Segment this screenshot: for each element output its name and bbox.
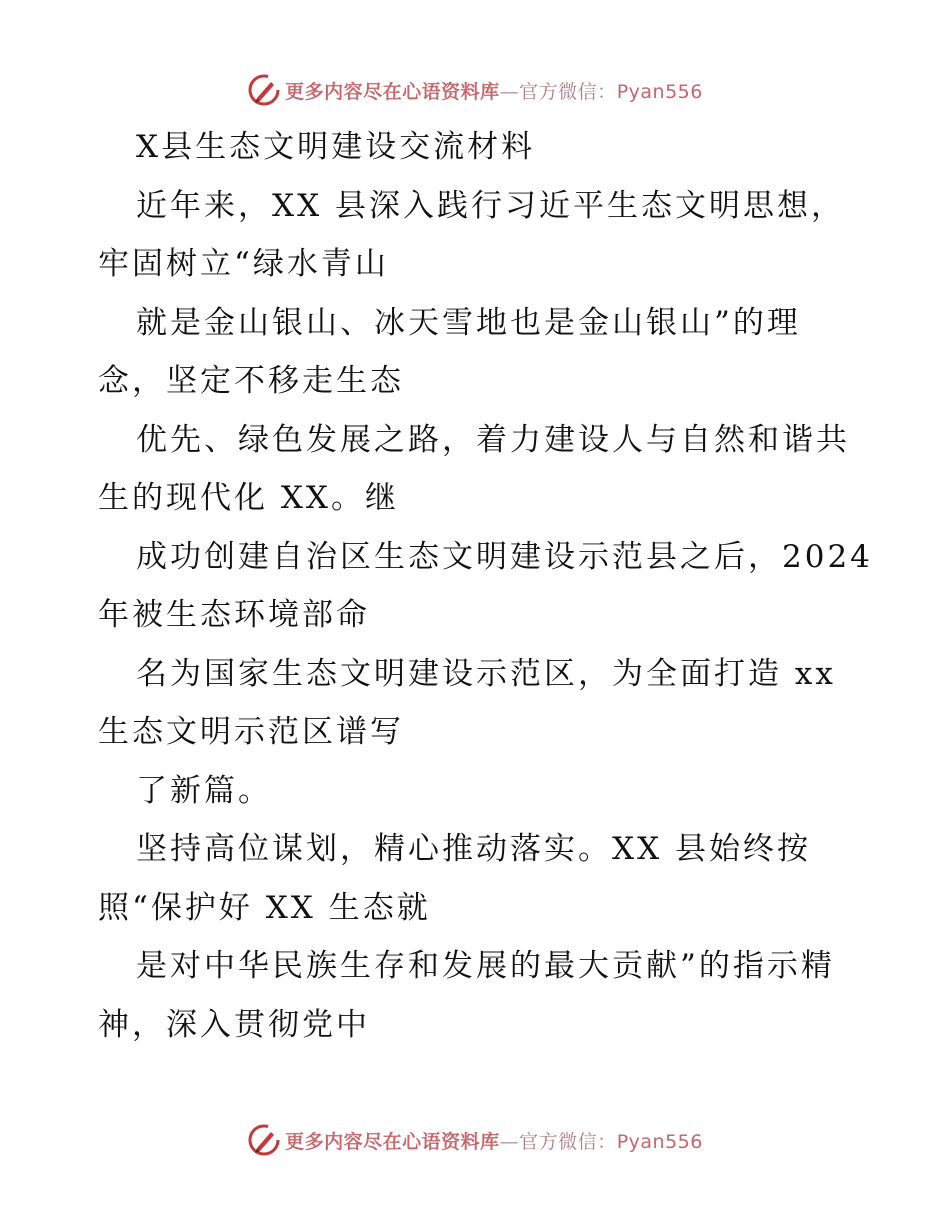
- banner-wechat-label: 官方微信：: [519, 1130, 617, 1153]
- banner-text: [285, 1127, 703, 1154]
- banner-dash: —: [499, 80, 520, 103]
- doc-line: 成功创建自治区生态文明建设示范县之后，2024: [136, 538, 873, 575]
- banner-wechat-label: 官方微信：: [519, 80, 617, 103]
- banner-dash: —: [499, 1130, 520, 1153]
- doc-line: 念，坚定不移走生态: [98, 363, 404, 399]
- doc-line: 坚持高位谋划，精心推动落实。XX 县始终按: [136, 831, 811, 867]
- doc-line: 年被生态环境部命: [98, 597, 370, 633]
- doc-line: 照“保护好 XX 生态就: [98, 889, 431, 926]
- banner-main-text: 更多内容尽在心语资料库: [285, 80, 500, 103]
- doc-line: 名为国家生态文明建设示范区，为全面打造 xx: [136, 655, 836, 692]
- doc-line: 优先、绿色发展之路，着力建设人与自然和谐共: [136, 421, 850, 458]
- footer-banner: [0, 1120, 950, 1160]
- banner-wechat-id: Pyan556: [616, 1130, 703, 1153]
- doc-line: 生的现代化 XX。继: [98, 480, 399, 516]
- banner-text: [285, 77, 703, 104]
- pen-logo-icon: [247, 73, 281, 107]
- doc-line: 了新篇。: [136, 772, 272, 809]
- doc-line: X县生态文明建设交流材料: [136, 129, 536, 165]
- doc-line: 牢固树立“绿水青山: [98, 246, 389, 282]
- document-body: [98, 118, 873, 1054]
- doc-line: 是对中华民族生存和发展的最大贡献”的指示精: [136, 948, 835, 984]
- banner-main-text: 更多内容尽在心语资料库: [285, 1130, 500, 1153]
- banner-wechat-id: Pyan556: [616, 80, 703, 103]
- doc-line: 生态文明示范区谱写: [98, 714, 404, 750]
- doc-line: 近年来，XX 县深入践行习近平生态文明思想，: [136, 187, 845, 224]
- doc-line: 神，深入贯彻党中: [98, 1006, 370, 1043]
- pen-logo-icon: [247, 1123, 281, 1157]
- header-banner: [0, 70, 950, 110]
- doc-line: 就是金山银山、冰天雪地也是金山银山”的理: [136, 304, 801, 341]
